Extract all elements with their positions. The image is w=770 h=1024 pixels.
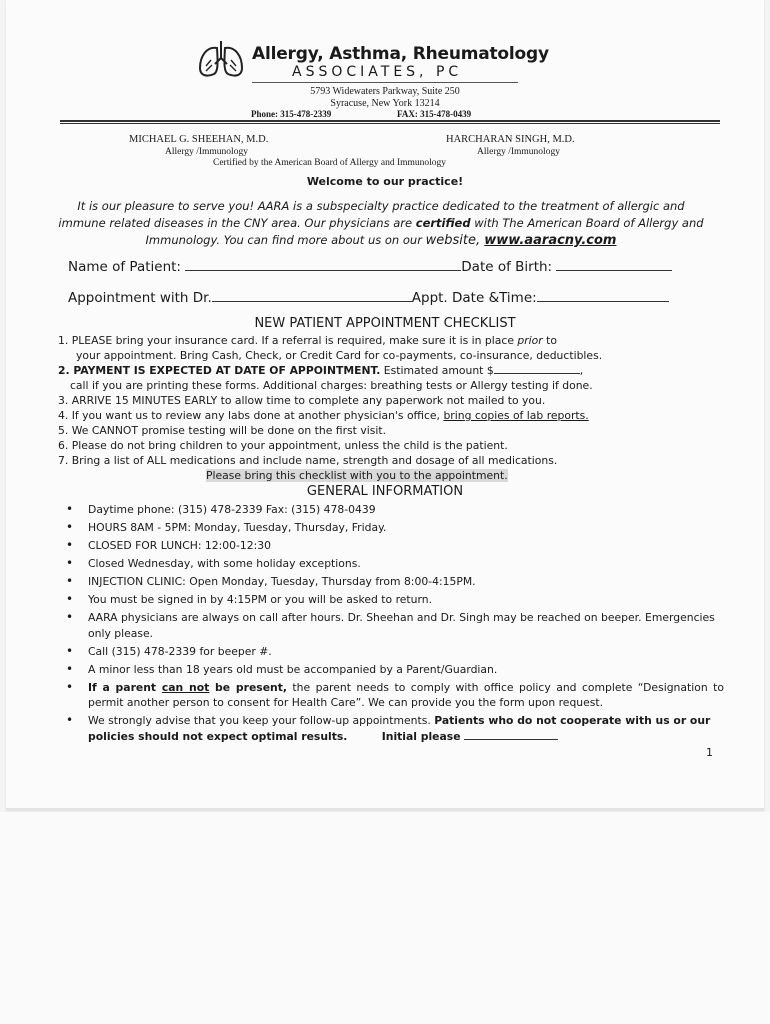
followup-bold: Patients who do not cooperate with us or our policies should not expect optimal results. [88, 714, 711, 743]
checklist-item-1 [58, 333, 557, 348]
appt-doctor-field[interactable] [212, 289, 412, 302]
list-item: • Closed Wednesday, with some holiday exceptions. [64, 556, 724, 572]
list-item: • Daytime phone: (315) 478-2339 Fax: (315) 478-0439 [64, 502, 724, 518]
board-certification: Certified by the American Board of Allergy and Immunology [213, 158, 447, 168]
dob-label: Date of Birth: [461, 259, 553, 275]
intro-paragraph [56, 198, 706, 249]
patient-name-field[interactable] [185, 258, 461, 271]
checklist-item-3-text: to allow time to complete any paperwork not mailed to you. [217, 394, 546, 407]
list-item: • You must be signed in by 4:15PM or you will be asked to return. [64, 592, 724, 608]
appt-date-label: Appt. Date &Time: [411, 290, 537, 306]
checklist-item-1-cont: your appointment. Bring Cash, Check, or Credit Card for co-payments, co-insurance, deductibles. [76, 349, 603, 362]
intro-website-word: website, [425, 233, 485, 248]
list-item: • HOURS 8AM - 5PM: Monday, Tuesday, Thursday, Friday. [64, 520, 724, 536]
address-line-1: 5793 Widewaters Parkway, Suite 250 [310, 86, 460, 97]
parent-text-a: If a parent [88, 680, 162, 694]
header-rule [60, 120, 720, 122]
checklist-title: NEW PATIENT APPOINTMENT CHECKLIST [254, 316, 516, 331]
appointment-row [68, 289, 669, 306]
list-item: • AARA physicians are always on call after hours. Dr. Sheehan and Dr. Singh may be reached on beeper. Emergencies only please. [64, 610, 724, 641]
brand-subtitle: ASSOCIATES, PC [292, 64, 463, 80]
doctor-sheehan-specialty: Allergy /Immunology [165, 147, 248, 157]
list-item [64, 680, 724, 711]
checklist-item-4 [58, 408, 589, 423]
header-rule-thin [60, 123, 720, 124]
checklist-item-4-underline: bring copies of lab reports. [443, 409, 589, 422]
dob-field[interactable] [556, 258, 672, 271]
checklist-item-7: 7. Bring a list of ALL medications and include name, strength and dosage of all medications. [58, 454, 558, 467]
appt-doctor-label: Appointment with Dr. [68, 290, 212, 306]
list-item: • Call (315) 478-2339 for beeper #. [64, 644, 724, 660]
checklist-item-3-bold: 3. ARRIVE 15 MINUTES EARLY [58, 394, 218, 407]
scan-margin [0, 812, 770, 1024]
checklist-note [206, 468, 508, 483]
parent-text-d: the parent needs to comply with office policy and complete “Designation to permit another person to consent for Health Care”. We can provide you the form upon request. [88, 680, 724, 709]
checklist-item-4-text: 4. If you want us to review any labs done at another physician's office, [58, 409, 444, 422]
page-number: 1 [706, 746, 713, 759]
doctor-sheehan-name: MICHAEL G. SHEEHAN, M.D. [129, 134, 269, 145]
checklist-item-1-prior: prior [517, 334, 543, 347]
checklist-item-2: 2. PAYMENT IS EXPECTED AT DATE OF APPOINTMENT. Estimated amount $ , [58, 364, 584, 377]
checklist-item-2-bold: 2. PAYMENT IS EXPECTED AT DATE OF APPOINTMENT. [58, 364, 381, 377]
patient-name-row [68, 258, 672, 275]
checklist-note-text: Please bring this checklist with you to the appointment. [206, 469, 508, 482]
brand-divider [252, 82, 518, 83]
address-line-2: Syracuse, New York 13214 [330, 98, 440, 109]
initial-label: Initial please [381, 729, 461, 743]
intro-text-1: It is our pleasure to serve you! AARA is a subspecialty practice dedicated to the treatment of allergic and immune related diseases in the CNY area. Our physicians are [58, 199, 685, 230]
doctor-singh-name: HARCHARAN SINGH, M.D. [446, 134, 575, 145]
parent-text-c: be present, [209, 680, 287, 694]
checklist-item-1-text: 1. PLEASE bring your insurance card. If a referral is required, make sure it is in place [58, 334, 518, 347]
list-item: • CLOSED FOR LUNCH: 12:00-12:30 [64, 538, 724, 554]
general-info-list [64, 502, 724, 747]
fax-number: FAX: 315-478-0439 [397, 109, 472, 119]
initial-field[interactable] [464, 729, 558, 740]
followup-text: We strongly advise that you keep your follow-up appointments. [88, 714, 435, 727]
list-item: • A minor less than 18 years old must be accompanied by a Parent/Guardian. [64, 662, 724, 678]
checklist-item-2-amount: Estimated amount $ [380, 364, 494, 377]
list-item [64, 713, 724, 744]
website-link[interactable]: www.aaracny.com [484, 233, 617, 248]
checklist-item-5: 5. We CANNOT promise testing will be done on the first visit. [58, 424, 387, 437]
checklist-item-3 [58, 393, 545, 408]
brand-name: Allergy, Asthma, Rheumatology [252, 44, 549, 64]
parent-text-cannot: can not [161, 680, 210, 694]
doctor-singh-specialty: Allergy /Immunology [477, 147, 560, 157]
intro-text-2: with The American Board of Allergy and Immunology. You can find more about us on our [145, 216, 704, 247]
lungs-icon [197, 38, 245, 80]
patient-name-label: Name of Patient: [68, 259, 181, 275]
general-info-title: GENERAL INFORMATION [306, 484, 464, 499]
appt-date-field[interactable] [537, 289, 669, 302]
checklist-item-1-to: to [542, 334, 558, 347]
checklist-item-6: 6. Please do not bring children to your appointment, unless the child is the patient. [58, 439, 508, 452]
welcome-heading: Welcome to our practice! [306, 175, 464, 188]
checklist-item-2-cont: call if you are printing these forms. Additional charges: breathing tests or Allergy testing if done. [70, 379, 593, 392]
phone-number: Phone: 315-478-2339 [251, 109, 332, 119]
estimated-amount-field[interactable] [494, 363, 580, 374]
intro-certified: certified [415, 216, 471, 230]
list-item: • INJECTION CLINIC: Open Monday, Tuesday, Thursday from 8:00-4:15PM. [64, 574, 724, 590]
